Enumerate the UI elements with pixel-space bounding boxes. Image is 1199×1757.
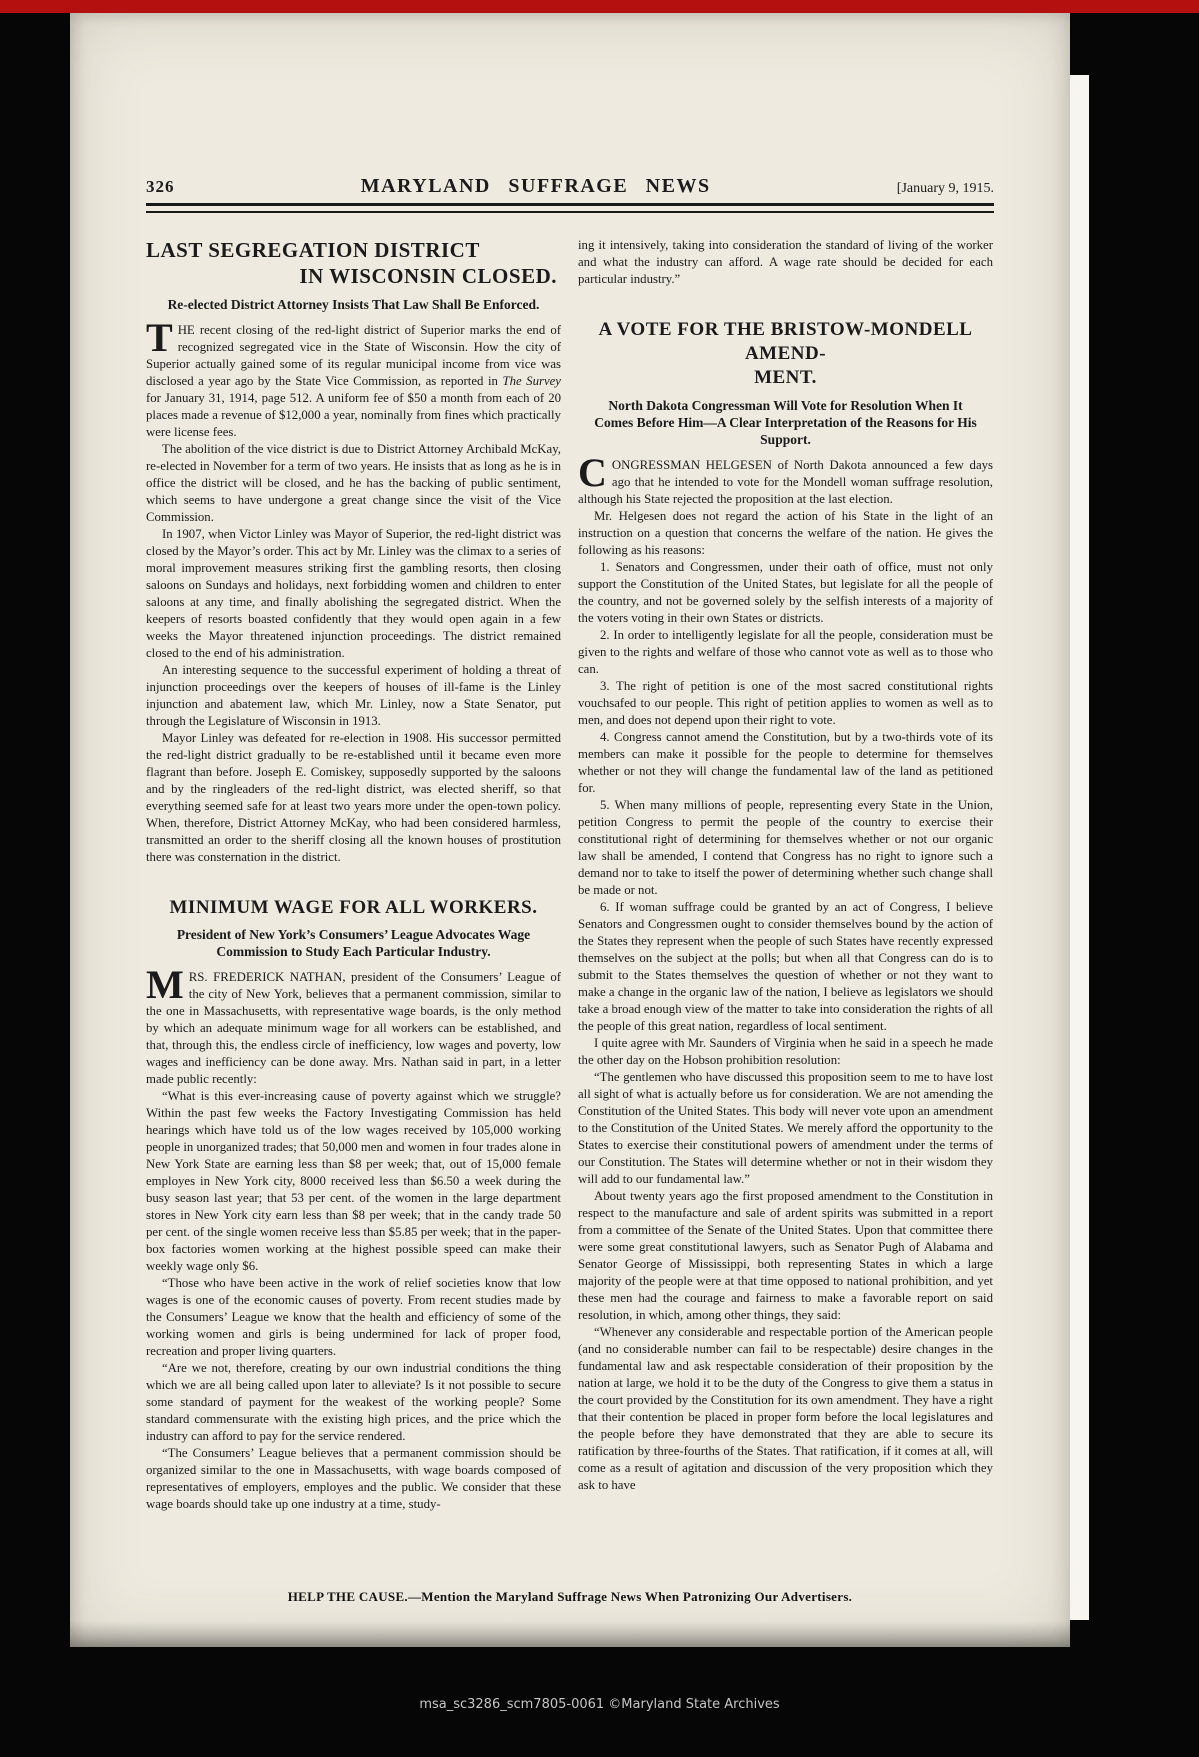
page-edge-highlight	[1070, 75, 1089, 1620]
vote-paragraph-6: “Whenever any considerable and respectable portion of the American people (and no considerable number can fail to be respectable) desire changes in the fundamental law and ask respectable consideration of their proposition by the nation at large, we hold it to be the duty of the Congress to give them a status in the court provided by the Constitution for its own amendment. They have a right that their contention be placed in proper form before the local legislatures and the people before they have demonstrated that they are able to secure its ratification by three-fourths of the States. That ratification, if it comes at all, will come as a result of agitation and discussion of the very proposition which they ask to have	[578, 1325, 993, 1492]
wage-paragraph-2: “What is this ever-increasing cause of poverty against which we struggle? Within the past few weeks the Factory Investigating Commission has held hearings which have told us of the low wages received by 105,000 working people in unorganized trades; that 50,000 men and women in four trades alone in New York State are earning less than $8 per week; that, out of 15,000 female employes in New York city, 8000 received less than $6.50 a week during the busy season last year; that 53 per cent. of the women in the large department stores in New York city earn less than $8 per week; that in the candy trade 50 per cent. of the single women receive less than $5.85 per week; that in the paper-box factories women working at the highest possible speed can make their weekly wage only $6.	[146, 1089, 561, 1273]
segregation-paragraph-4: An interesting sequence to the successful experiment of holding a threat of injunction proceedings over the keepers of houses of ill-fame is the Linley injunction and abatement law, which Mr. Linley, now a State Senator, put through the Legislature of Wisconsin in 1913.	[146, 663, 561, 728]
paragraph-text: ONGRESSMAN HELGESEN of North Dakota announced a few days ago that he intended to vote for the Mondell woman suffrage resolution, although his State rejected the proposition at the last election.	[578, 458, 993, 506]
masthead-title: MARYLAND SUFFRAGE NEWS	[360, 175, 711, 197]
wage-paragraph-1	[146, 962, 561, 1088]
segregation-paragraph-5: Mayor Linley was defeated for re-election in 1908. His successor permitted the red-light district gradually to be re-established until it became even more flagrant than before. Joseph E. Comiskey, supposedly supported by the saloons and by the ringleaders of the red-light district, was elected sheriff, so that everything seemed safe for at least two years more under the open-town policy. When, therefore, District Attorney McKay, who had been considered harmless, transmitted an order to the sheriff closing all the known houses of prostitution there was consternation in the district.	[146, 731, 561, 864]
wage-paragraph-4: “Are we not, therefore, creating by our own industrial conditions the thing which we are all being called upon later to alleviate? Is it not possible to secure some standard of payment for the weakest of the working people? Some standard commensurate with the existing high prices, and the price which the industry can afford to pay for the service rendered.	[146, 1361, 561, 1443]
footer-slogan: HELP THE CAUSE.—Mention the Maryland Suffrage News When Patronizing Our Advertisers.	[287, 1589, 853, 1604]
newspaper-sheet	[70, 13, 1070, 1647]
vote-reason-1: 1. Senators and Congressmen, under their oath of office, must not only support the Constitution of the United States, but legislate for all the people of the country, and not be governed solely by the selfish interests of a majority of the voters voting in their own States or districts.	[578, 560, 993, 625]
wage-headline: MINIMUM WAGE FOR ALL WORKERS.	[169, 897, 538, 918]
vote-paragraph-1	[578, 450, 993, 508]
vote-paragraph-3: I quite agree with Mr. Saunders of Virginia when he said in a speech he made the other day on the Hobson prohibition resolution:	[578, 1036, 993, 1067]
paragraph-text: HE recent closing of the red-light district of Superior marks the end of recognized segregated vice in the State of Wisconsin. How the city of Superior actually gained some of its regular municipal income from vice was disclosed a year ago by the State Vice Commission, as reported in	[146, 323, 561, 388]
segregation-paragraph-1	[146, 315, 561, 441]
wage-subhead: President of New York’s Consumers’ League Advocates Wage Commission to Study Each Particular Industry.	[176, 927, 531, 959]
wage-continuation-paragraph: ing it intensively, taking into consideration the standard of living of the worker and what the industry can afford. A wage rate should be decided for each particular industry.”	[578, 238, 993, 286]
wage-paragraph-3: “Those who have been active in the work of relief societies know that low wages is one of the economic causes of poverty. From recent studies made by the Consumers’ League we know that the health and efficiency of some of the working women and girls is being undermined for lack of proper food, recreation and proper living quarters.	[146, 1276, 561, 1358]
segregation-headline	[146, 237, 561, 289]
columns	[146, 237, 994, 1513]
vote-reason-6: 6. If woman suffrage could be granted by an act of Congress, I believe Senators and Congressmen ought to consider themselves bound by the action of the States they represent when the people of such States have recently expressed themselves on the subject at the polls; but when all that Congress can do is to submit to the States themselves the question of whether or not they want to make a change in the organic law of the nation, I believe as legislators we should take a broad enough view of the matter to take into consideration the rights of all the people of this great nation, regardless of local sentiment.	[578, 900, 993, 1033]
segregation-headline-line1: LAST SEGREGATION DISTRICT	[146, 238, 480, 262]
dropcap-C: C	[578, 450, 607, 495]
segregation-subhead: Re-elected District Attorney Insists That Law Shall Be Enforced.	[167, 297, 540, 312]
segregation-paragraph-3: In 1907, when Victor Linley was Mayor of Superior, the red-light district was closed by the Mayor’s order. This act by Mr. Linley was the climax to a series of moral improvement measures striking first the gambling resorts, then closing saloons on Sundays and holidays, next forbidding women and children to enter saloons at any time, and finally abolishing the segregated district. When the keepers of resorts boasted confidently that they would open again in a few weeks the Mayor threatened injunction proceedings. The district remained closed to the end of his administration.	[146, 527, 561, 660]
paragraph-text: for January 31, 1914, page 512. A uniform fee of $50 a month from each of 20 places made a revenue of $12,000 a year, nominally from fines which practically were license fees.	[146, 391, 561, 439]
vote-reason-3: 3. The right of petition is one of the most sacred constitutional rights vouchsafed to our people. This right of petition applies to women as well as to men, and does not depend upon their right to vote.	[578, 679, 993, 727]
vote-paragraph-4: “The gentlemen who have discussed this proposition seem to me to have lost all sight of what is actually before us for consideration. We are not amending the Constitution of the United States. This body will never vote upon an amendment to the Constitution of the United States. We merely afford the opportunity to the States to exercise their constitutional powers of amendment under the terms of our Constitution. The States will determine whether or not in their wisdom they will add to our fundamental law.”	[578, 1070, 993, 1186]
vote-headline-line2: MENT.	[754, 367, 817, 388]
segregation-paragraph-2: The abolition of the vice district is due to District Attorney Archibald McKay, re-elected in November for a term of two years. He insists that as long as he is in office the district will be closed, and he has the backing of public sentiment, which seems to have undergone a great change since the visit of the Vice Commission.	[146, 442, 561, 524]
dropcap-M: M	[146, 962, 184, 1007]
issue-date: [January 9, 1915.	[896, 181, 994, 196]
paragraph-text: RS. FREDERICK NATHAN, president of the Consumers’ League of the city of New York, believes that a permanent commission, similar to the one in Massachusetts, with representative wage boards, is the only method by which an adequate minimum wage for all workers can be established, and that, through this, the endless circle of inefficiency, low wages and poverty, low wages and inefficiency can be done away. Mrs. Nathan said in part, in a letter made public recently:	[146, 970, 561, 1086]
vote-headline	[578, 318, 993, 390]
page-content	[146, 175, 994, 1513]
vote-reason-5: 5. When many millions of people, representing every State in the Union, petition Congress to permit the people of the country to exercise their constitutional right of determining for themselves whether or not our organic law shall be amended, I contend that Congress has no right to ignore such a demand nor to take to itself the power of determining whether such change shall be made or not.	[578, 798, 993, 897]
vote-paragraph-2: Mr. Helgesen does not regard the action of his State in the light of an instruction on a question that concerns the welfare of the nation. He gives the following as his reasons:	[578, 509, 993, 557]
right-column	[578, 237, 993, 1513]
header-double-rule	[146, 203, 994, 213]
page-header	[146, 175, 994, 198]
vote-reason-4: 4. Congress cannot amend the Constitution, but by a two-thirds vote of its members can make it possible for the people to determine for themselves whether or not they will change the fundamental law of the land as petitioned for.	[578, 730, 993, 795]
vote-reason-2: 2. In order to intelligently legislate for all the people, consideration must be given to the rights and welfare of those who cannot vote as well as to those who can.	[578, 628, 993, 676]
wage-paragraph-5: “The Consumers’ League believes that a permanent commission should be organized similar to the one in Massachusetts, with wage boards composed of representatives of employers, employes and the public. We consider that these wage boards should take up one industry at a time, study-	[146, 1446, 561, 1511]
publication-name-italic: The Survey	[502, 374, 561, 388]
page-number: 326	[146, 177, 175, 196]
archive-caption: msa_sc3286_scm7805-0061 ©Maryland State Archives	[419, 1697, 780, 1712]
scan-top-red-bar	[0, 0, 1199, 13]
dropcap-T: T	[146, 315, 173, 360]
vote-headline-line1: A VOTE FOR THE BRISTOW-MONDELL AMEND-	[598, 319, 973, 364]
segregation-headline-line2: IN WISCONSIN CLOSED.	[299, 264, 557, 288]
vote-subhead: North Dakota Congressman Will Vote for Resolution When It Comes Before Him—A Clear Interpretation of the Reasons for His Support.	[594, 398, 977, 447]
vote-paragraph-5: About twenty years ago the first proposed amendment to the Constitution in respect to the manufacture and sale of ardent spirits was submitted in a report from a committee of the Senate of the United States. Upon that committee there were some great constitutional lawyers, such as Senator Pugh of Alabama and Senator George of Mississippi, both representing States in which a large majority of the people were at that time opposed to national prohibition, and yet these men had the courage and fairness to make a favorable report on said resolution, in which, among other things, they said:	[578, 1189, 993, 1322]
left-column	[146, 237, 561, 1513]
